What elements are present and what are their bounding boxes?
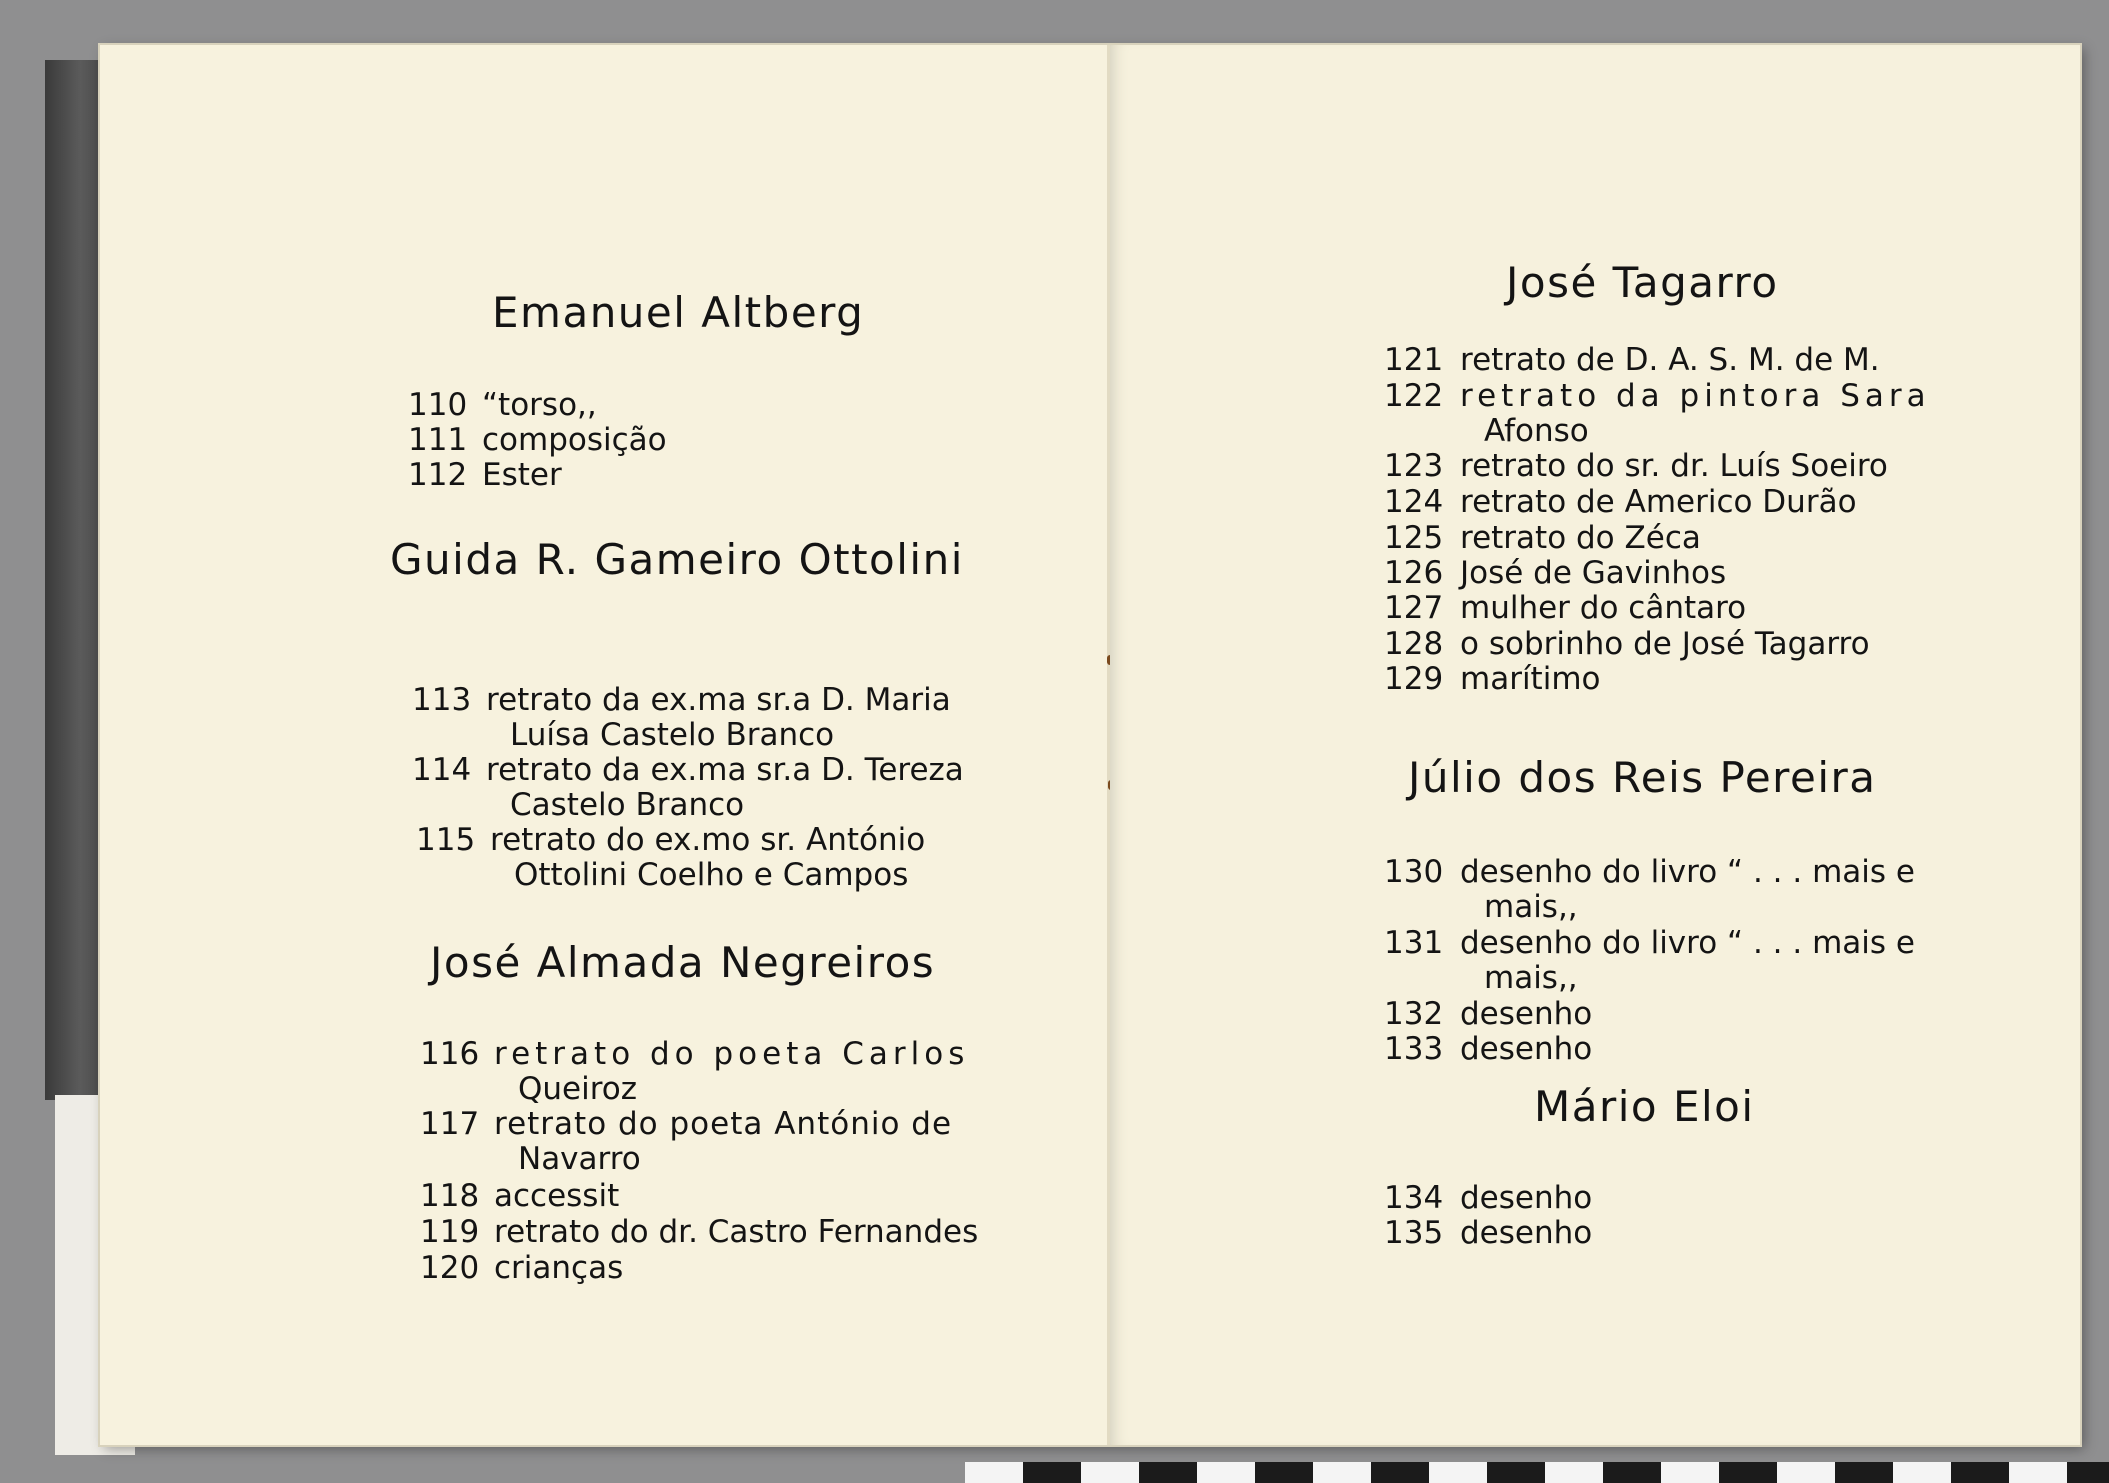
entry-title: o sobrinho de José Tagarro: [1460, 626, 1870, 662]
entry-title: retrato do dr. Castro Fernandes: [494, 1214, 979, 1250]
entry-title: “torso,,: [482, 387, 597, 423]
entry-title: mulher do cântaro: [1460, 590, 1747, 626]
entry-number: 111: [408, 422, 468, 458]
entry-title-continued: Ottolini Coelho e Campos: [514, 857, 909, 893]
artist-heading: José Tagarro: [1506, 258, 1779, 307]
entry-number: 112: [408, 457, 468, 493]
entry-title: desenho: [1460, 1215, 1593, 1251]
entry-number: 123: [1384, 448, 1444, 484]
entry-title: José de Gavinhos: [1460, 555, 1727, 591]
entry-number: 133: [1384, 1031, 1444, 1067]
entry-title: desenho: [1460, 996, 1593, 1032]
entry-title-continued: Afonso: [1484, 413, 1589, 449]
entry-number: 115: [416, 822, 476, 858]
entry-number: 134: [1384, 1180, 1444, 1216]
entry-number: 120: [420, 1250, 480, 1286]
entry-number: 122: [1384, 378, 1444, 414]
entry-number: 125: [1384, 520, 1444, 556]
entry-title: composição: [482, 422, 667, 458]
entry-title: crianças: [494, 1250, 624, 1286]
entry-number: 132: [1384, 996, 1444, 1032]
entry-title: retrato de Americo Durão: [1460, 484, 1857, 520]
entry-number: 119: [420, 1214, 480, 1250]
entry-number: 114: [412, 752, 472, 788]
entry-number: 110: [408, 387, 468, 423]
entry-number: 135: [1384, 1215, 1444, 1251]
artist-heading: Júlio dos Reis Pereira: [1408, 753, 1877, 802]
scale-ruler: [965, 1462, 2109, 1483]
entry-title: retrato do Zéca: [1460, 520, 1701, 556]
artist-heading: Emanuel Altberg: [492, 288, 865, 337]
entry-number: 129: [1384, 661, 1444, 697]
entry-number: 127: [1384, 590, 1444, 626]
entry-number: 130: [1384, 854, 1444, 890]
entry-title-continued: Navarro: [518, 1141, 641, 1177]
entry-number: 116: [420, 1036, 480, 1072]
entry-title-continued: Castelo Branco: [510, 787, 745, 823]
open-booklet: [100, 45, 2080, 1445]
entry-title-continued: Luísa Castelo Branco: [510, 717, 835, 753]
entry-title: retrato da ex.ma sr.a D. Tereza: [486, 752, 964, 788]
entry-number: 128: [1384, 626, 1444, 662]
left-page: [100, 45, 1109, 1445]
entry-title: retrato do ex.mo sr. António: [490, 822, 926, 858]
entry-number: 113: [412, 682, 472, 718]
entry-title-continued: mais,,: [1484, 960, 1578, 996]
right-page: [1110, 45, 2080, 1445]
entry-title: retrato da pintora Sara: [1460, 378, 1931, 414]
entry-title: retrato do poeta António de: [494, 1106, 953, 1142]
entry-title: desenho: [1460, 1180, 1593, 1216]
entry-number: 121: [1384, 342, 1444, 378]
entry-title: desenho: [1460, 1031, 1593, 1067]
entry-title: desenho do livro “ . . . mais e: [1460, 854, 1915, 890]
entry-title-continued: Queiroz: [518, 1071, 638, 1107]
artist-heading: Mário Eloi: [1534, 1082, 1755, 1131]
entry-number: 124: [1384, 484, 1444, 520]
entry-title: marítimo: [1460, 661, 1601, 697]
entry-title-continued: mais,,: [1484, 889, 1578, 925]
entry-number: 131: [1384, 925, 1444, 961]
entry-title: retrato do poeta Carlos: [494, 1036, 970, 1072]
artist-heading: José Almada Negreiros: [430, 938, 936, 987]
entry-title: retrato de D. A. S. M. de M.: [1460, 342, 1880, 378]
entry-title: desenho do livro “ . . . mais e: [1460, 925, 1915, 961]
entry-number: 117: [420, 1106, 480, 1142]
entry-title: accessit: [494, 1178, 620, 1214]
entry-title: retrato do sr. dr. Luís Soeiro: [1460, 448, 1888, 484]
entry-title: Ester: [482, 457, 562, 493]
entry-number: 118: [420, 1178, 480, 1214]
artist-heading: Guida R. Gameiro Ottolini: [390, 535, 964, 584]
entry-title: retrato da ex.ma sr.a D. Maria: [486, 682, 951, 718]
entry-number: 126: [1384, 555, 1444, 591]
